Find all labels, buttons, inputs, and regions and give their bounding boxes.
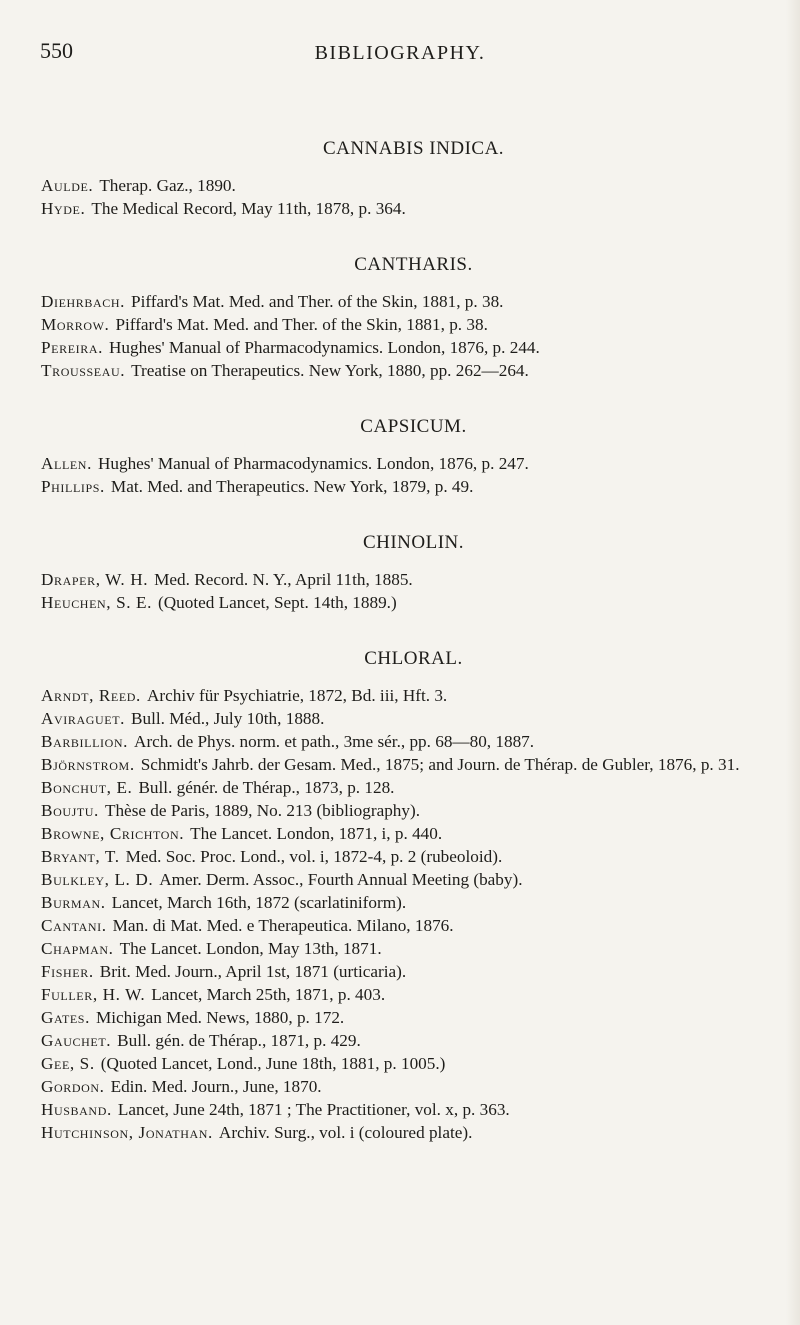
section-heading: CANNABIS INDICA.: [322, 138, 505, 159]
entry-citation: Piffard's Mat. Med. and Ther. of the Skin, 1881, p. 38.: [131, 292, 504, 311]
entry-author: Morrow.: [41, 315, 110, 334]
page-edge-shadow: [786, 0, 800, 1325]
entry-citation: Archiv. Surg., vol. i (coloured plate).: [218, 1123, 473, 1142]
entry-author: Chapman.: [41, 939, 114, 958]
entry-author: Browne, Crichton.: [41, 824, 185, 843]
entry-author: Bonchut, E.: [41, 778, 133, 797]
bibliography-entry: [41, 1052, 786, 1075]
entry-citation: Med. Soc. Proc. Lond., vol. i, 1872-4, p. 2 (rubeoloid).: [125, 847, 503, 866]
entry-author: Fisher.: [41, 962, 94, 981]
entry-author: Gordon.: [41, 1077, 105, 1096]
entry-citation: Hughes' Manual of Pharmacodynamics. London, 1876, p. 247.: [97, 454, 529, 473]
entry-citation: Schmidt's Jahrb. der Gesam. Med., 1875; and Journ. de Thérap. de Gubler, 1876, p. 31.: [140, 755, 740, 774]
entry-author: Björnstrom.: [41, 755, 135, 774]
entry-citation: The Lancet. London, 1871, i, p. 440.: [190, 824, 443, 843]
entry-author: Barbillion.: [41, 732, 129, 751]
entry-citation: Amer. Derm. Assoc., Fourth Annual Meeting (baby).: [159, 870, 523, 889]
bibliography-entry: [41, 174, 786, 197]
entry-citation: (Quoted Lancet, Lond., June 18th, 1881, p. 1005.): [100, 1054, 446, 1073]
bibliography-section: [41, 648, 786, 1144]
bibliography-entry: [41, 1121, 786, 1144]
entry-author: Trousseau.: [41, 361, 126, 380]
entry-author: Allen.: [41, 454, 92, 473]
bibliography-entry: [41, 822, 786, 845]
bibliography-section: [41, 138, 786, 220]
page-header: [40, 40, 760, 70]
bibliography-entry: [41, 914, 786, 937]
bibliography-section: [41, 532, 786, 614]
section-heading: CHLORAL.: [364, 648, 463, 669]
entry-citation: Edin. Med. Journ., June, 1870.: [110, 1077, 322, 1096]
bibliography-entry: [41, 891, 786, 914]
entry-citation: Hughes' Manual of Pharmacodynamics. London, 1876, p. 244.: [109, 338, 540, 357]
entry-author: Phillips.: [41, 477, 105, 496]
bibliography-entry: [41, 845, 786, 868]
entry-citation: Mat. Med. and Therapeutics. New York, 1879, p. 49.: [110, 477, 474, 496]
section-heading: CHINOLIN.: [362, 532, 465, 553]
entry-citation: Therap. Gaz., 1890.: [99, 176, 236, 195]
bibliography-entry: [41, 1075, 786, 1098]
section-heading: CANTHARIS.: [354, 254, 473, 275]
bibliography-entry: [41, 707, 786, 730]
entry-author: Bulkley, L. D.: [41, 870, 154, 889]
bibliography-section: [41, 416, 786, 498]
bibliography-entry: [41, 475, 786, 498]
bibliography-entry: [41, 730, 786, 753]
entry-author: Pereira.: [41, 338, 103, 357]
bibliography-section: [41, 254, 786, 382]
entry-author: Husband.: [41, 1100, 112, 1119]
entry-author: Cantani.: [41, 916, 107, 935]
bibliography-entry: [41, 960, 786, 983]
bibliography-entry: [41, 937, 786, 960]
bibliography-entry: [41, 983, 786, 1006]
entry-author: Heuchen, S. E.: [41, 593, 153, 612]
bibliography-entry: [41, 197, 786, 220]
entry-citation: Lancet, March 16th, 1872 (scarlatiniform).: [111, 893, 407, 912]
section-heading: CAPSICUM.: [360, 416, 467, 437]
entry-author: Gee, S.: [41, 1054, 95, 1073]
entry-citation: Bull. gén. de Thérap., 1871, p. 429.: [117, 1031, 361, 1050]
entry-author: Boujtu.: [41, 801, 99, 820]
entry-author: Bryant, T.: [41, 847, 120, 866]
bibliography-entry: [41, 359, 786, 382]
bibliography-entry: [41, 868, 786, 891]
entry-citation: Lancet, June 24th, 1871 ; The Practitioner, vol. x, p. 363.: [117, 1100, 510, 1119]
entry-citation: (Quoted Lancet, Sept. 14th, 1889.): [158, 593, 397, 612]
running-head: BIBLIOGRAPHY.: [314, 42, 486, 64]
entry-author: Aulde.: [41, 176, 94, 195]
entry-author: Gauchet.: [41, 1031, 112, 1050]
entry-citation: Michigan Med. News, 1880, p. 172.: [95, 1008, 345, 1027]
entry-author: Burman.: [41, 893, 106, 912]
entry-citation: The Medical Record, May 11th, 1878, p. 364.: [91, 199, 406, 218]
entry-citation: Arch. de Phys. norm. et path., 3me sér., pp. 68—80, 1887.: [134, 732, 535, 751]
entry-citation: Bull. Méd., July 10th, 1888.: [131, 709, 325, 728]
entry-author: Diehrbach.: [41, 292, 126, 311]
entry-author: Fuller, H. W.: [41, 985, 146, 1004]
entry-citation: Piffard's Mat. Med. and Ther. of the Skin, 1881, p. 38.: [115, 315, 488, 334]
entry-author: Arndt, Reed.: [41, 686, 141, 705]
entry-citation: Thèse de Paris, 1889, No. 213 (bibliography).: [104, 801, 421, 820]
entry-citation: Brit. Med. Journ., April 1st, 1871 (urticaria).: [99, 962, 407, 981]
entry-citation: Med. Record. N. Y., April 11th, 1885.: [154, 570, 413, 589]
bibliography-entry: [41, 452, 786, 475]
bibliography-entry: [41, 1029, 786, 1052]
entry-author: Gates.: [41, 1008, 90, 1027]
bibliography-content: [41, 138, 786, 1178]
bibliography-entry: [41, 776, 786, 799]
bibliography-entry: [41, 1098, 786, 1121]
bibliography-entry: [41, 684, 786, 707]
bibliography-entry: [41, 336, 786, 359]
page-number: 550: [40, 38, 73, 63]
entry-author: Hutchinson, Jonathan.: [41, 1123, 213, 1142]
entry-citation: Bull. génér. de Thérap., 1873, p. 128.: [138, 778, 395, 797]
entry-citation: Treatise on Therapeutics. New York, 1880, pp. 262—264.: [131, 361, 529, 380]
bibliography-entry: [41, 591, 786, 614]
bibliography-entry: [41, 1006, 786, 1029]
entry-author: Aviraguet.: [41, 709, 126, 728]
entry-author: Draper, W. H.: [41, 570, 149, 589]
bibliography-entry: [41, 568, 786, 591]
entry-citation: Lancet, March 25th, 1871, p. 403.: [151, 985, 386, 1004]
bibliography-entry: [41, 290, 786, 313]
bibliography-entry: [41, 753, 786, 776]
bibliography-entry: [41, 799, 786, 822]
bibliography-entry: [41, 313, 786, 336]
entry-author: Hyde.: [41, 199, 86, 218]
entry-citation: Man. di Mat. Med. e Therapeutica. Milano, 1876.: [112, 916, 454, 935]
entry-citation: Archiv für Psychiatrie, 1872, Bd. iii, Hft. 3.: [146, 686, 448, 705]
entry-citation: The Lancet. London, May 13th, 1871.: [119, 939, 382, 958]
